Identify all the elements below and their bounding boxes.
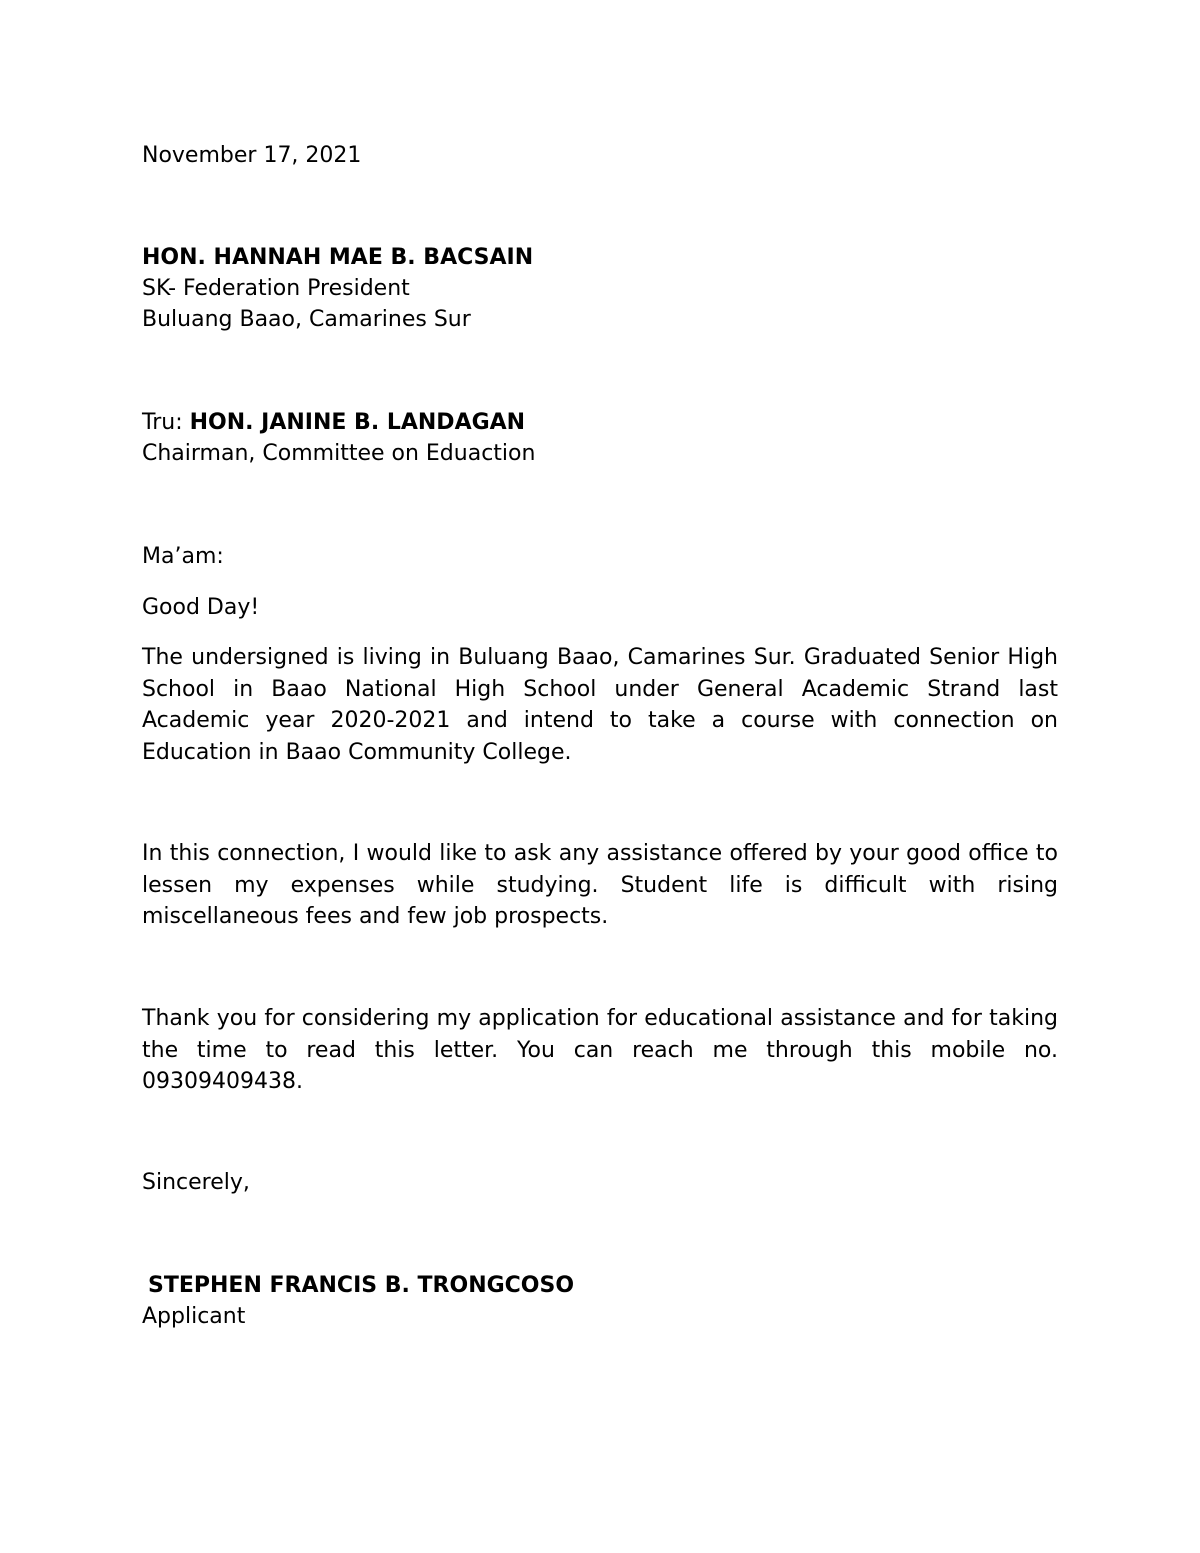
through-line xyxy=(142,407,525,439)
recipient-title: SK- Federation President xyxy=(142,276,410,301)
body-paragraph-2: In this connection, I would like to ask any assistance offered by your good office to lessen my expenses while studying. Student life is difficult with rising miscellaneous fees and few job prospects. xyxy=(142,841,1058,929)
through-name: HON. JANINE B. LANDAGAN xyxy=(189,410,526,435)
signatory-name: STEPHEN FRANCIS B. TRONGCOSO xyxy=(148,1273,575,1298)
letter-date: November 17, 2021 xyxy=(142,143,362,168)
through-title: Chairman, Committee on Eduaction xyxy=(142,441,536,466)
salutation: Ma’am: xyxy=(142,544,224,569)
through-prefix: Tru: xyxy=(142,410,190,435)
greeting: Good Day! xyxy=(142,595,260,620)
recipient-name: HON. HANNAH MAE B. BACSAIN xyxy=(142,245,534,270)
recipient-address: Buluang Baao, Camarines Sur xyxy=(142,307,471,332)
signatory-role: Applicant xyxy=(142,1304,246,1329)
body-paragraph-3: Thank you for considering my application for educational assistance and for taking the time to read this letter. You can reach me through this mobile no. 09309409438. xyxy=(142,1006,1058,1094)
body-paragraph-1: The undersigned is living in Buluang Baao, Camarines Sur. Graduated Senior High School in Baao National High School under General Academic Strand last Academic year 2020-2021 and intend to take a course with connection on Education in Baao Community College. xyxy=(142,645,1058,765)
closing: Sincerely, xyxy=(142,1170,250,1195)
